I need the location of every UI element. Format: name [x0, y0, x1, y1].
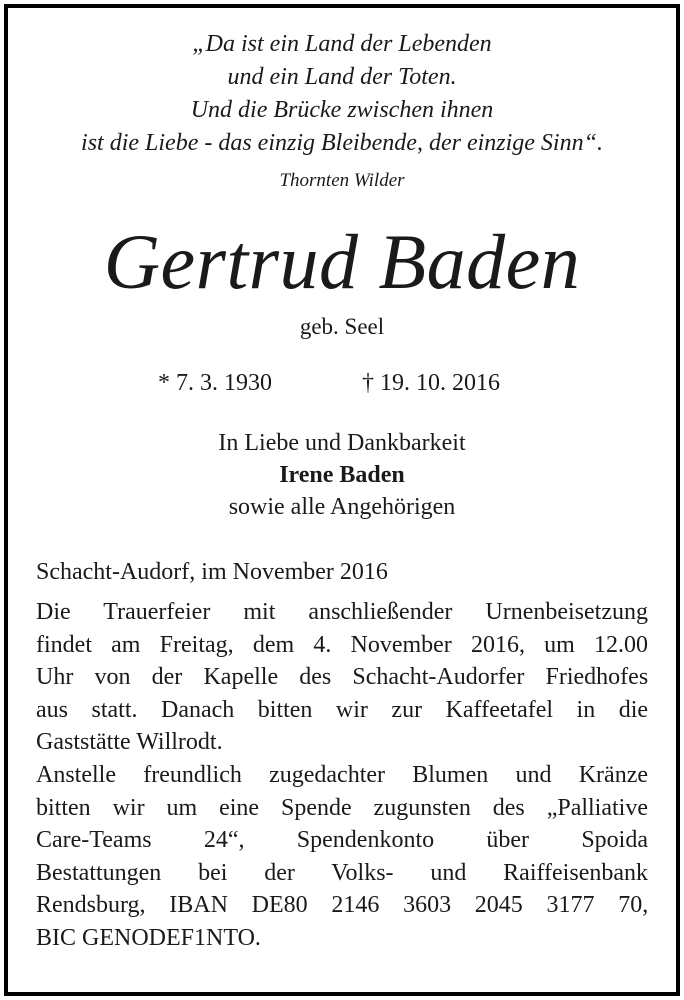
donation-notice — [36, 759, 648, 955]
funeral-notice — [36, 596, 648, 759]
maiden-name: geb. Seel — [299, 314, 385, 339]
funeral-notice-line: Die Trauerfeier mit anschließender Urnenbeisetzung — [36, 599, 648, 625]
mourners-block — [8, 427, 676, 523]
place-date: Schacht-Audorf, im November 2016 — [36, 559, 388, 585]
quote-line: ist die Liebe - das einzig Bleibende, der einzige Sinn“. — [81, 130, 603, 156]
mourners-others: sowie alle Angehörigen — [228, 494, 456, 520]
donation-notice-line: Bestattungen bei der Volks- und Raiffeisenbank — [36, 859, 648, 886]
quote-line: Und die Brücke zwischen ihnen — [190, 97, 494, 123]
donation-notice-line: bitten wir um eine Spende zugunsten des „Palliative — [36, 794, 648, 821]
donation-notice-line: BIC GENODEF1NTO. — [36, 924, 261, 951]
funeral-notice-line: aus statt. Danach bitten wir zur Kaffeetafel in die — [36, 696, 649, 723]
mourners-intro: In Liebe und Dankbarkeit — [218, 430, 466, 456]
quote-line: „Da ist ein Land der Lebenden — [192, 31, 492, 57]
deceased-name: Gertrud Baden — [103, 218, 581, 305]
funeral-notice-line: Uhr von der Kapelle des Schacht-Audorfer Friedhofes — [36, 664, 649, 691]
funeral-notice-line: findet am Freitag, dem 4. November 2016, um 12.00 — [36, 631, 648, 658]
donation-notice-line: Rendsburg, IBAN DE80 2146 3603 2045 3177 70, — [36, 892, 649, 919]
memorial-quote — [8, 28, 676, 160]
quote-line: und ein Land der Toten. — [227, 64, 457, 90]
donation-notice-line: Anstelle freundlich zugedachter Blumen und Kränze — [36, 762, 648, 788]
birth-date: * 7. 3. 1930 — [158, 370, 272, 396]
death-date: † 19. 10. 2016 — [362, 370, 500, 396]
quote-author: Thornten Wilder — [279, 170, 405, 191]
funeral-notice-line: Gaststätte Willrodt. — [36, 729, 223, 756]
mourner-primary: Irene Baden — [279, 462, 405, 488]
donation-notice-line: Care-Teams 24“, Spendenkonto über Spoida — [36, 827, 648, 854]
